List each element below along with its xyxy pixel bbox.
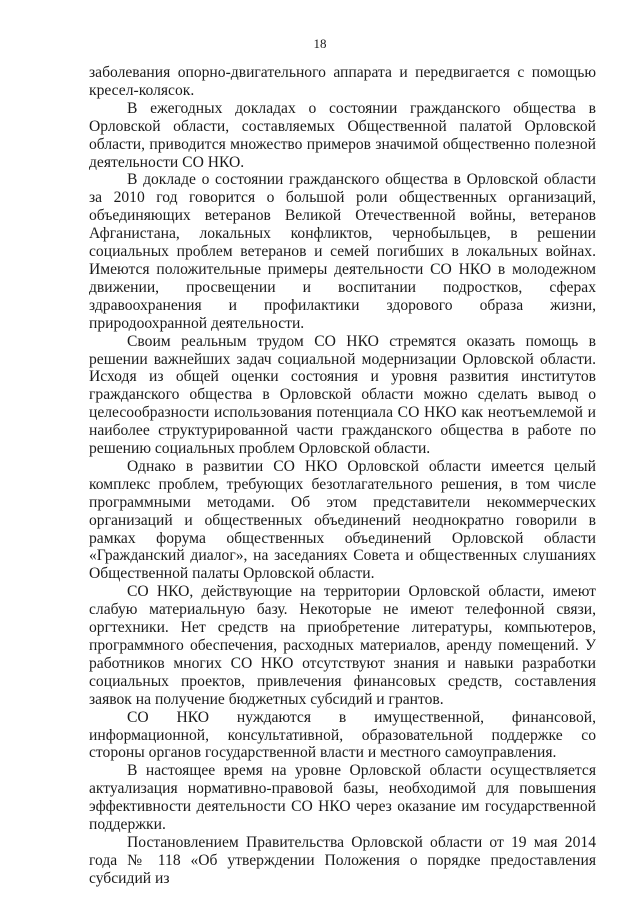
paragraph-legal-framework: В настоящее время на уровне Орловской области осуществляется актуализация нормативно-правовой базы, необходимой для повышения эффективности деятельности СО НКО через оказание им государственной поддержки. <box>89 762 596 834</box>
paragraph-problems: Однако в развитии СО НКО Орловской области имеется целый комплекс проблем, требующих безотлагательного решения, в том числе программными методами. Об этом представители некоммерческих организаций и общественных объединений неоднократно говорили в рамках форума общественных объединений Орловской области «Гражданский диалог», на заседаниях Совета и общественных слушаниях Общественной палаты Орловской области. <box>89 457 596 583</box>
paragraph-continuation: заболевания опорно-двигательного аппарата и передвигается с помощью кресел-колясок. <box>89 64 596 99</box>
paragraph-support-needs: СО НКО нуждаются в имущественной, финансовой, информационной, консультативной, образовательной поддержке со стороны органов государственной власти и местного самоуправления. <box>89 708 596 762</box>
paragraph-material-base: СО НКО, действующие на территории Орловской области, имеют слабую материальную базу. Некоторые не имеют телефонной связи, оргтехники. Нет средств на приобретение литературы, компьютеров, программного обеспечения, расходных материалов, аренду помещений. У работников многих СО НКО отсутствуют знания и навыки разработки социальных проектов, привлечения финансовых средств, составления заявок на получение бюджетных субсидий и грантов. <box>89 583 596 708</box>
paragraph-annual-reports: В ежегодных докладах о состоянии гражданского общества в Орловской области, составляемых Общественной палатой Орловской области, приводится множество примеров значимой общественно полезной деятельности СО НКО. <box>89 99 596 171</box>
paragraph-report-2010: В докладе о состоянии гражданского общества в Орловской области за 2010 год говорится о большой роли общественных организаций, объединяющих ветеранов Великой Отечественной войны, ветеранов Афганистана, локальных конфликтов, чернобыльцев, в решении социальных проблем ветеранов и семей погибших в локальных войнах. Имеются положительные примеры деятельности СО НКО в молодежном движении, просвещении и воспитании подростков, сферах здравоохранения и профилактики здорового образа жизни, природоохранной деятельности. <box>89 171 596 332</box>
paragraph-resolution: Постановлением Правительства Орловской области от 19 мая 2014 года № 118 «Об утверждении Положения о порядке предоставления субсидий из <box>89 833 596 887</box>
paragraph-social-modernization: Своим реальным трудом СО НКО стремятся оказать помощь в решении важнейших задач социальной модернизации Орловской области. Исходя из общей оценки состояния и уровня развития институтов гражданского общества в Орловской области можно сделать вывод о целесообразности использования потенциала СО НКО как неотъемлемой и наиболее структурированной части гражданского общества в работе по решению социальных проблем Орловской области. <box>89 332 596 458</box>
document-body <box>89 64 596 888</box>
page-number: 18 <box>313 36 327 51</box>
